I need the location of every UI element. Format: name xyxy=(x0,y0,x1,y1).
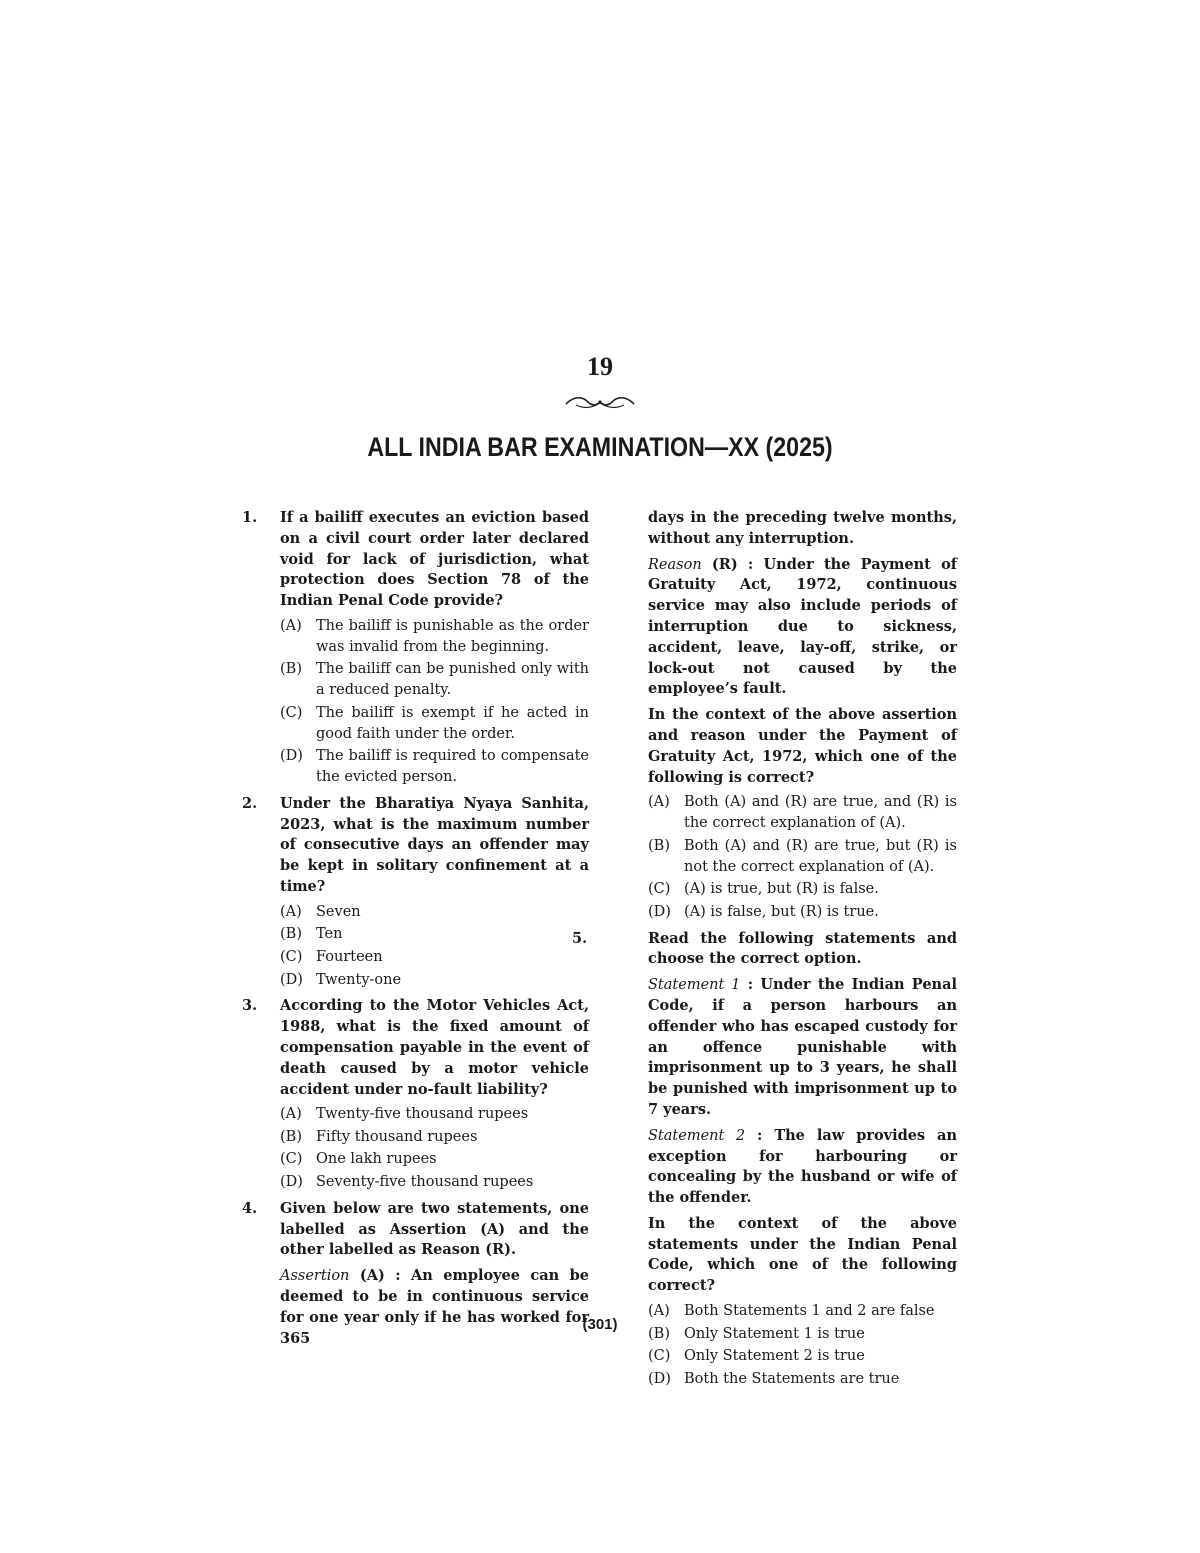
option-label: (C) xyxy=(648,881,671,898)
statement-1-paragraph xyxy=(648,975,957,1121)
assertion-label: Assertion xyxy=(280,1268,350,1285)
question-number: 2. xyxy=(242,794,258,812)
question-number: 3. xyxy=(242,997,258,1015)
chapter-number: 19 xyxy=(587,352,613,381)
page-title: ALL INDIA BAR EXAMINATION—XX (2025) xyxy=(367,432,833,462)
option xyxy=(280,1104,589,1125)
option-label: (C) xyxy=(648,1348,671,1365)
statement-1-text: : Under the Indian Penal Code, if a person harbours an offender who has escaped custody for an offence punishable with imprisonment up to 3 years, he shall be punished with imprisonment up to 7 years. xyxy=(648,976,957,1118)
question-number: 5. xyxy=(572,929,588,947)
question-prompt: In the context of the above statements under the Indian Penal Code, which one of the following correct? xyxy=(648,1214,957,1295)
option xyxy=(280,616,589,658)
statement-2-paragraph xyxy=(648,1126,957,1209)
question-text: Read the following statements and choose the correct option. xyxy=(648,929,957,968)
question-prompt: In the context of the above assertion and reason under the Payment of Gratuity Act, 1972, which one of the following is correct? xyxy=(648,706,957,786)
option-list xyxy=(280,902,589,991)
question-4-continued xyxy=(610,508,957,923)
option-label: (A) xyxy=(648,1303,670,1320)
option xyxy=(280,1149,589,1170)
option xyxy=(280,902,589,923)
reason-label: Reason xyxy=(648,556,702,573)
option-text: Twenty-five thousand rupees xyxy=(316,1106,529,1123)
assertion-text: (A) : An employee can be deemed to be in continuous service for one year only if he has worked for 365 xyxy=(280,1267,589,1347)
option-text: The bailiff can be punished only with a reduced penalty. xyxy=(316,661,589,699)
option xyxy=(280,746,589,788)
option xyxy=(280,924,589,945)
option-label: (C) xyxy=(280,704,303,721)
option-text: Seventy-five thousand rupees xyxy=(316,1174,534,1191)
option-text: Ten xyxy=(316,926,343,943)
option-label: (A) xyxy=(280,903,302,920)
option-label: (A) xyxy=(648,794,670,811)
option-label: (D) xyxy=(648,1370,671,1387)
option xyxy=(280,970,589,991)
option-label: (D) xyxy=(648,903,671,920)
question-1 xyxy=(242,508,589,788)
option-label: (C) xyxy=(280,1151,303,1168)
option-label: (C) xyxy=(280,948,303,965)
option-label: (A) xyxy=(280,1106,302,1123)
option-text: Seven xyxy=(316,903,361,920)
option-list xyxy=(648,1301,957,1390)
option-list xyxy=(648,792,957,922)
option-label: (B) xyxy=(648,1325,670,1342)
assertion-continued-text: days in the preceding twelve months, without any interruption. xyxy=(648,509,957,547)
question-3 xyxy=(242,996,589,1193)
option-text: The bailiff is punishable as the order was invalid from the beginning. xyxy=(316,617,589,655)
question-text: According to the Motor Vehicles Act, 1988, what is the fixed amount of compensation payable in the event of death caused by a motor vehicle accident under no-fault liability? xyxy=(280,997,589,1098)
option-list xyxy=(280,616,589,788)
option-label: (B) xyxy=(280,1128,302,1145)
option xyxy=(648,836,957,878)
reason-text: (R) : Under the Payment of Gratuity Act, 1972, continuous service may also include periods of interruption due to sickness, accident, leave, lay-off, strike, or lock-out not caused by the employee’s fault. xyxy=(648,555,957,698)
option xyxy=(648,792,957,834)
reason-paragraph xyxy=(648,555,957,701)
option xyxy=(280,1172,589,1193)
option-text: (A) is true, but (R) is false. xyxy=(684,881,879,898)
option-text: The bailiff is required to compensate the evicted person. xyxy=(316,748,589,785)
assertion-paragraph xyxy=(280,1266,589,1349)
option-text: Both (A) and (R) are true, but (R) is not the correct explanation of (A). xyxy=(684,837,957,875)
statement-1-label: Statement 1 xyxy=(648,977,741,994)
option xyxy=(280,947,589,968)
option xyxy=(648,1369,957,1390)
option-text: Only Statement 1 is true xyxy=(684,1325,865,1342)
option-text: Both Statements 1 and 2 are false xyxy=(684,1303,935,1320)
option xyxy=(648,879,957,900)
statement-2-label: Statement 2 xyxy=(648,1127,746,1144)
option-list xyxy=(280,1104,589,1193)
option-text: (A) is false, but (R) is true. xyxy=(684,903,879,920)
question-text: If a bailiff executes an eviction based on a civil court order later declared void for lack of jurisdiction, what protection does Section 78 of the Indian Penal Code provide? xyxy=(280,509,589,610)
option-text: Fourteen xyxy=(316,948,383,965)
option xyxy=(280,659,589,701)
question-number: 4. xyxy=(242,1199,258,1217)
left-column xyxy=(242,508,589,1355)
option-text: The bailiff is exempt if he acted in good faith under the order. xyxy=(316,704,589,742)
question-text: Under the Bharatiya Nyaya Sanhita, 2023, what is the maximum number of consecutive days an offender may be kept in solitary confinement at a time? xyxy=(280,794,589,895)
option-text: Only Statement 2 is true xyxy=(684,1348,865,1365)
option-text: Fifty thousand rupees xyxy=(316,1128,478,1145)
question-2 xyxy=(242,794,589,991)
option-label: (B) xyxy=(280,926,302,943)
option-text: Both the Statements are true xyxy=(684,1370,900,1387)
page-number: (301) xyxy=(582,1316,618,1333)
option xyxy=(280,703,589,745)
question-number: 1. xyxy=(242,509,258,526)
flourish-ornament-icon xyxy=(564,394,636,412)
option-label: (D) xyxy=(280,1174,303,1191)
option-label: (B) xyxy=(648,837,670,854)
option-label: (A) xyxy=(280,617,302,634)
option-text: One lakh rupees xyxy=(316,1151,437,1168)
option-label: (D) xyxy=(280,748,303,765)
question-text: Given below are two statements, one labelled as Assertion (A) and the other labelled as Reason (R). xyxy=(280,1199,589,1259)
option-text: Twenty-one xyxy=(316,971,402,988)
option xyxy=(648,1346,957,1367)
option-label: (B) xyxy=(280,661,302,678)
statement-2-text: : The law provides an exception for harbouring or concealing by the husband or wife of the offender. xyxy=(648,1126,957,1207)
option-label: (D) xyxy=(280,971,303,988)
option-text: Both (A) and (R) are true, and (R) is the correct explanation of (A). xyxy=(684,794,957,832)
option xyxy=(280,1127,589,1148)
option xyxy=(648,902,957,923)
